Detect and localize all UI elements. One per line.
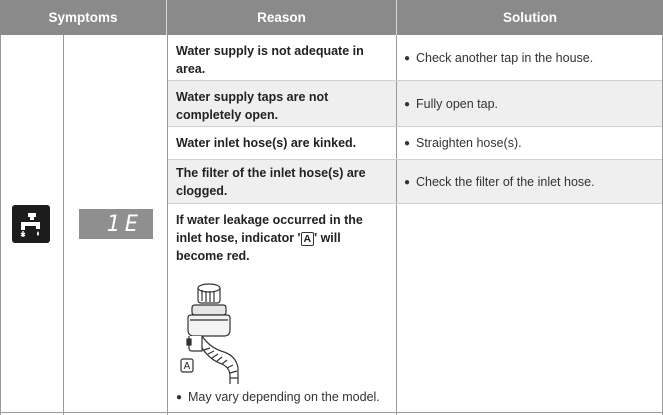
- row-divider: [168, 203, 662, 204]
- bullet-icon: ●: [404, 53, 411, 64]
- model-note-text: May vary depending on the model.: [188, 390, 380, 404]
- solution-3-text: Straighten hose(s).: [416, 136, 522, 150]
- reason-4: The filter of the inlet hose(s) are clogged.: [176, 166, 366, 198]
- figure-label: A: [183, 361, 191, 372]
- solution-4-text: Check the filter of the inlet hose.: [416, 175, 595, 189]
- header-solution: Solution: [397, 0, 663, 35]
- solution-4: [404, 173, 654, 192]
- solution-3: [404, 134, 654, 153]
- row-divider: [168, 159, 662, 160]
- inlet-hose-illustration: [180, 278, 246, 384]
- solution-2-text: Fully open tap.: [416, 97, 498, 111]
- column-divider: [0, 35, 1, 415]
- reason-3: Water inlet hose(s) are kinked.: [176, 136, 357, 150]
- column-divider: [396, 35, 397, 415]
- header-symptoms: Symptoms: [0, 0, 167, 35]
- table-bottom-border: [0, 412, 663, 413]
- solution-1: [404, 49, 654, 68]
- bullet-icon: ●: [176, 392, 183, 403]
- indicator-a: A: [301, 232, 315, 246]
- header-reason: Reason: [167, 0, 397, 35]
- error-code-display: [79, 209, 153, 239]
- row-divider: [168, 80, 662, 81]
- row-divider: [168, 126, 662, 127]
- bullet-icon: ●: [404, 99, 411, 110]
- column-divider: [63, 35, 64, 415]
- reason-2: Water supply taps are not completely open.: [176, 90, 329, 122]
- solution-2: [404, 95, 654, 114]
- water-tap-icon: [12, 205, 50, 243]
- reason-5-prefix: If water leakage occurred in the inlet hose, indicator ': [176, 213, 363, 245]
- solution-1-text: Check another tap in the house.: [416, 51, 594, 65]
- reason-5-suffix: ' will become red.: [176, 231, 341, 263]
- bullet-icon: ●: [404, 138, 411, 149]
- column-divider: [167, 35, 168, 415]
- reason-5: [176, 211, 386, 265]
- reason-1: Water supply is not adequate in area.: [176, 44, 364, 76]
- bullet-icon: ●: [404, 177, 411, 188]
- model-note: [176, 390, 380, 404]
- error-code: 1E: [106, 212, 143, 237]
